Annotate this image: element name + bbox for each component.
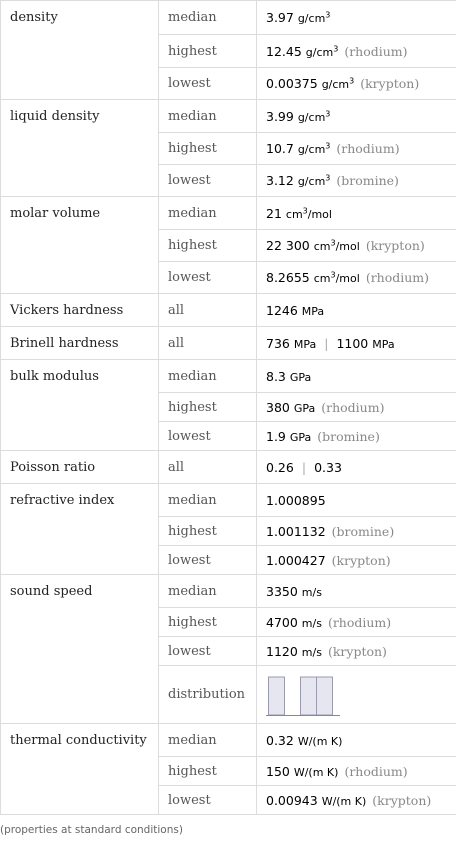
- stat-label: highest: [159, 393, 257, 422]
- stat-label: distribution: [159, 666, 257, 724]
- stat-value: 8.3 GPa: [257, 360, 456, 393]
- property-name: bulk modulus: [1, 360, 159, 451]
- stat-value: 12.45 $g/cm^3$ (rhodium): [257, 35, 456, 68]
- element-note: (bromine): [336, 173, 399, 188]
- stat-label: all: [159, 451, 257, 484]
- stat-value: 1.000427 (krypton): [257, 546, 456, 575]
- stat-value: 10.7 $g/cm^3$ (rhodium): [257, 133, 456, 165]
- property-name: Brinell hardness: [1, 327, 159, 360]
- element-note: (krypton): [360, 76, 420, 91]
- property-name: Poisson ratio: [1, 451, 159, 484]
- element-note: (bromine): [331, 523, 395, 539]
- table-row: [1, 360, 456, 393]
- element-note: (rhodium): [327, 614, 392, 630]
- stat-value: 22 300 $cm^3$/mol (krypton): [257, 230, 456, 262]
- stat-value: 3.12 $g/cm^3$ (bromine): [257, 165, 456, 197]
- element-note: (rhodium): [336, 141, 400, 156]
- stat-value: 0.26 | 0.33: [257, 451, 456, 484]
- element-note: (rhodium): [344, 763, 408, 779]
- stat-label: median: [159, 360, 257, 393]
- table-row: [1, 451, 456, 484]
- element-note: (rhodium): [321, 399, 385, 415]
- stat-label: median: [159, 1, 257, 35]
- element-note: (rhodium): [365, 270, 430, 285]
- table-row: [1, 100, 456, 133]
- table-row: [1, 575, 456, 608]
- table-row: [1, 197, 456, 230]
- stat-label: highest: [159, 35, 257, 68]
- stat-value: 1.9 GPa (bromine): [257, 422, 456, 451]
- element-note: (rhodium): [344, 43, 408, 59]
- stat-value: 0.32 W/(m K): [257, 724, 456, 757]
- stat-label: lowest: [159, 165, 257, 197]
- property-name: sound speed: [1, 575, 159, 724]
- stat-value: 1246 MPa: [257, 294, 456, 327]
- stat-label: highest: [159, 230, 257, 262]
- stat-label: median: [159, 100, 257, 133]
- stat-value: 3350 m/s: [257, 575, 456, 608]
- table-row: [1, 327, 456, 360]
- stat-label: lowest: [159, 786, 257, 815]
- property-name: refractive index: [1, 484, 159, 575]
- stat-label: highest: [159, 133, 257, 165]
- stat-label: highest: [159, 608, 257, 637]
- element-note: (krypton): [327, 643, 387, 659]
- element-note: (bromine): [317, 428, 380, 444]
- property-name: liquid density: [1, 100, 159, 197]
- stat-value: 736 MPa | 1100 MPa: [257, 327, 456, 360]
- stat-value: 1.001132 (bromine): [257, 517, 456, 546]
- stat-value: 0.00943 W/(m K) (krypton): [257, 786, 456, 815]
- element-note: (krypton): [372, 792, 432, 808]
- stat-label: all: [159, 327, 257, 360]
- stat-value: 3.99 $g/cm^3$: [257, 100, 456, 133]
- element-note: (krypton): [331, 552, 391, 568]
- stat-label: lowest: [159, 546, 257, 575]
- stat-label: median: [159, 484, 257, 517]
- stat-label: highest: [159, 757, 257, 786]
- footnote: (properties at standard conditions): [0, 824, 183, 836]
- stat-label: lowest: [159, 422, 257, 451]
- stat-label: highest: [159, 517, 257, 546]
- stat-value: 8.2655 $cm^3$/mol (rhodium): [257, 262, 456, 294]
- stat-label: median: [159, 575, 257, 608]
- stat-value: 3.97 $g/cm^3$: [257, 1, 456, 35]
- table-row: [1, 294, 456, 327]
- stat-value: 21 $cm^3$/mol: [257, 197, 456, 230]
- stat-value: 1120 m/s (krypton): [257, 637, 456, 666]
- stat-value: 1.000895: [257, 484, 456, 517]
- stat-value: 150 W/(m K) (rhodium): [257, 757, 456, 786]
- stat-value: 0.00375 $g/cm^3$ (krypton): [257, 68, 456, 100]
- stat-label: median: [159, 197, 257, 230]
- property-name: molar volume: [1, 197, 159, 294]
- stat-value: 380 GPa (rhodium): [257, 393, 456, 422]
- stat-label: all: [159, 294, 257, 327]
- histogram-bar: [269, 677, 285, 715]
- property-name: Vickers hardness: [1, 294, 159, 327]
- histogram-bar: [317, 677, 333, 715]
- table-row: [1, 484, 456, 517]
- stat-label: lowest: [159, 68, 257, 100]
- property-name: thermal conductivity: [1, 724, 159, 815]
- stat-label: lowest: [159, 262, 257, 294]
- stat-label: median: [159, 724, 257, 757]
- table-row: [1, 1, 456, 35]
- distribution-histogram: [257, 666, 456, 724]
- stat-label: lowest: [159, 637, 257, 666]
- element-note: (krypton): [365, 238, 425, 253]
- histogram-bar: [301, 677, 317, 715]
- histogram-chart: [266, 673, 346, 717]
- stat-value: 4700 m/s (rhodium): [257, 608, 456, 637]
- property-name: density: [1, 1, 159, 100]
- table-row: [1, 724, 456, 757]
